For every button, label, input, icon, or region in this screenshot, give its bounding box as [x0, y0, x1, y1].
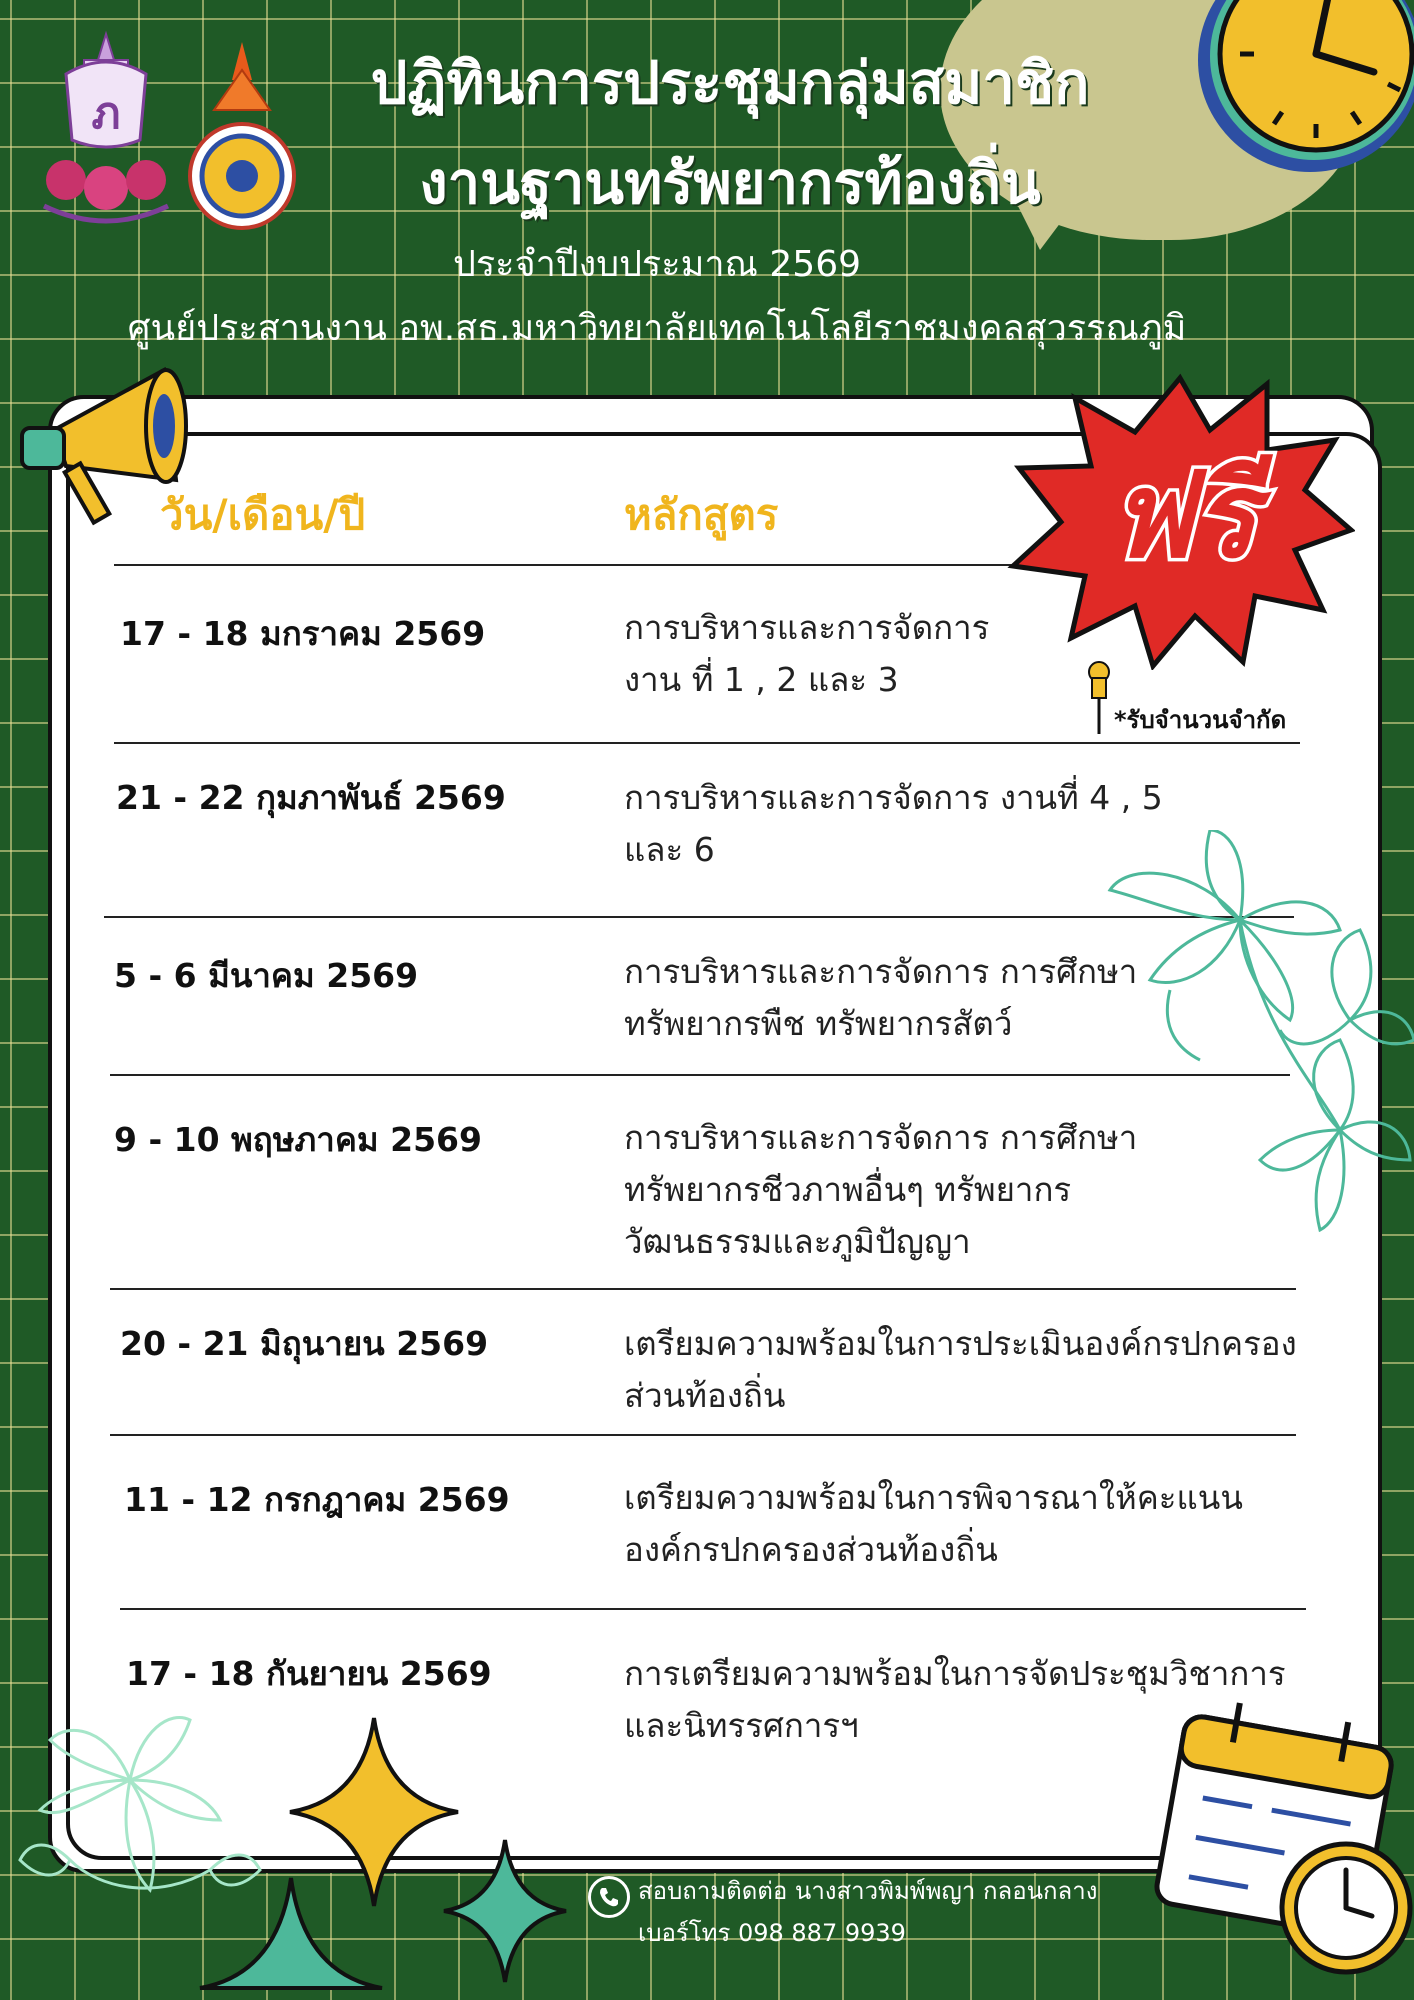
row-course-line: และ 6 [624, 830, 715, 869]
column-header-date: วัน/เดือน/ปี [160, 490, 366, 539]
page-subtitle-fiscal-year: ประจำปีงบประมาณ 2569 [452, 244, 862, 285]
row-course [624, 1318, 1324, 1422]
row-course-line: งาน ที่ 1 , 2 และ 3 [624, 660, 899, 699]
row-course-line: การบริหารและการจัดการ การศึกษา [624, 952, 1138, 991]
row-course [624, 1472, 1324, 1576]
row-course-line: การบริหารและการจัดการ งานที่ 4 , 5 [624, 778, 1163, 817]
phone-icon [588, 1876, 630, 1918]
pushpin-icon [1082, 660, 1116, 736]
row-date: 20 - 21 มิถุนายน 2569 [120, 1324, 489, 1363]
svg-text:ภ: ภ [91, 88, 121, 139]
row-course-line: องค์กรปกครองส่วนท้องถิ่น [624, 1530, 998, 1569]
sparkle-star-icon [196, 1874, 386, 2000]
clock-icon [1190, 0, 1414, 180]
contact-phone[interactable]: เบอร์โทร 098 887 9939 [638, 1919, 906, 1947]
row-divider [110, 1434, 1296, 1436]
row-date: 9 - 10 พฤษภาคม 2569 [114, 1120, 482, 1159]
flower-icon [1090, 830, 1414, 1250]
row-course-line: วัฒนธรรมและภูมิปัญญา [624, 1222, 971, 1261]
row-course-line: การบริหารและการจัดการ การศึกษา [624, 1118, 1138, 1157]
header-divider [114, 564, 1014, 566]
row-date: 17 - 18 มกราคม 2569 [120, 614, 486, 653]
free-badge-label: ฟรี [1109, 446, 1257, 584]
university-logo-icon [186, 40, 298, 240]
row-date: 5 - 6 มีนาคม 2569 [114, 956, 419, 995]
sparkle-star-icon [440, 1836, 570, 1986]
row-course-line: ทรัพยากรชีวภาพอื่นๆ ทรัพยากร [624, 1170, 1072, 1209]
row-divider [114, 742, 1300, 744]
row-date: 11 - 12 กรกฎาคม 2569 [124, 1480, 510, 1519]
row-course-line: เตรียมความพร้อมในการพิจารณาให้คะแนน [624, 1478, 1243, 1517]
row-course-line: ทรัพยากรพืช ทรัพยากรสัตว์ [624, 1004, 1013, 1043]
contact-name: สอบถามติดต่อ นางสาวพิมพ์พญา กลอนกลาง [638, 1877, 1098, 1905]
calendar-icon [1140, 1690, 1414, 1980]
row-course-line: การบริหารและการจัดการ [624, 608, 990, 647]
seal-logo-icon [36, 30, 176, 240]
row-course-line: และนิทรรศการฯ [624, 1706, 859, 1745]
row-date: 17 - 18 กันยายน 2569 [126, 1654, 492, 1693]
column-header-course: หลักสูตร [624, 490, 779, 539]
page-title-line2: งานฐานทรัพยากรท้องถิ่น [419, 149, 1041, 217]
row-course-line: ส่วนท้องถิ่น [624, 1376, 786, 1415]
page-subtitle-center: ศูนย์ประสานงาน อพ.สธ.มหาวิทยาลัยเทคโนโลยีราชมงคลสุวรรณภูมิ [127, 308, 1187, 349]
row-course-line: เตรียมความพร้อมในการประเมินองค์กรปกครอง [624, 1324, 1297, 1363]
page-title-line1: ปฏิทินการประชุมกลุ่มสมาชิก [370, 49, 1090, 117]
row-divider [120, 1608, 1306, 1610]
row-date: 21 - 22 กุมภาพันธ์ 2569 [116, 778, 506, 817]
free-badge [1005, 370, 1355, 670]
row-course-line: การเตรียมความพร้อมในการจัดประชุมวิชาการ [624, 1654, 1286, 1693]
row-divider [110, 1288, 1296, 1290]
limited-seats-note: *รับจำนวนจำกัด [1114, 706, 1287, 734]
